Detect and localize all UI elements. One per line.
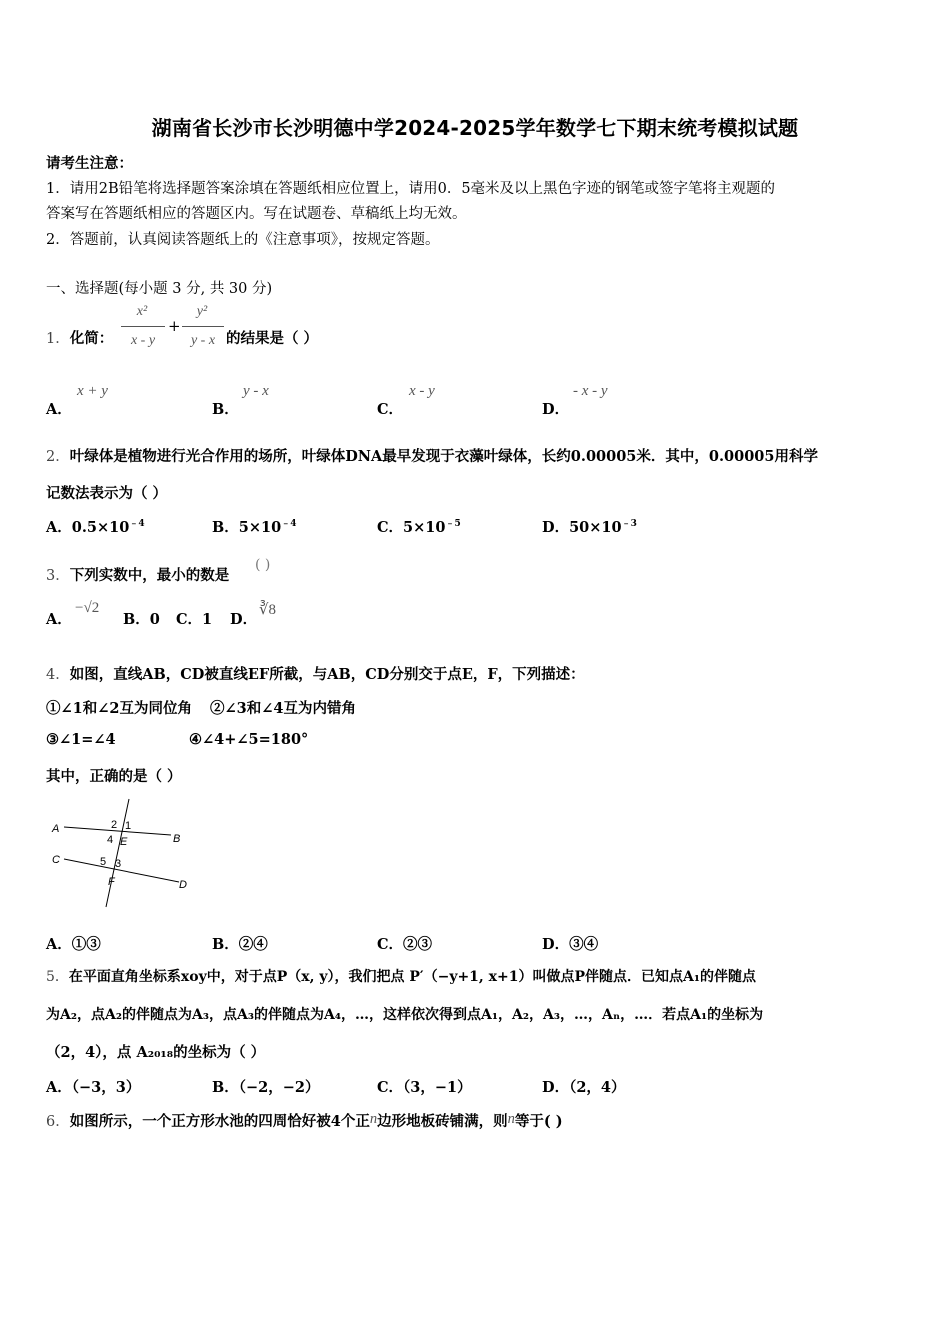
q4-figure: [46, 795, 206, 915]
line-cd: [64, 859, 179, 882]
q4-statement-1: ①∠1和∠2互为同位角: [46, 700, 192, 717]
q1-frac1-denominator: x - y: [130, 333, 156, 348]
q4-statement-4: ④∠4+∠5=180°: [189, 731, 309, 748]
q6-text-b: 边形地板砖铺满，则: [377, 1113, 508, 1130]
q4-option-b[interactable]: B．②④: [212, 936, 268, 953]
section-heading: 一、选择题(每小题 3 分, 共 30 分): [46, 281, 273, 297]
angle-4-label: 4: [107, 834, 114, 846]
q5-stem-line-2: 为A₂，点A₂的伴随点为A₃，点A₃的伴随点为A₄，…，这样依次得到点A₁，A₂，A₃，…，Aₙ，…．若点A₁的坐标为: [46, 1007, 764, 1023]
q1-option-a-label[interactable]: A．: [46, 401, 72, 418]
q6-text-a: 如图所示，一个正方形水池的四周恰好被4个正: [69, 1113, 370, 1130]
point-c-label: C: [52, 854, 60, 866]
notice-line-1b: 答案写在答题纸相应的答题区内。写在试题卷、草稿纸上均无效。: [46, 206, 467, 222]
q6-number: 6．: [46, 1114, 70, 1130]
point-f-label: F: [108, 876, 115, 888]
q1-frac2-bar: [182, 326, 224, 327]
q5-option-b[interactable]: B．（−2，−2）: [212, 1079, 320, 1096]
q1-tail: 的结果是（ ）: [226, 330, 319, 347]
q3-paren: ( ): [255, 557, 271, 573]
q1-frac1-bar: [121, 326, 165, 327]
q6-var-n-1: n: [369, 1111, 378, 1127]
page-title: 湖南省长沙市长沙明德中学2024-2025学年数学七下期末统考模拟试题: [151, 116, 799, 140]
q6-text-c: 等于( ): [514, 1113, 563, 1130]
q1-number: 1．: [46, 331, 70, 347]
q5-number: 5．: [46, 969, 69, 985]
q2-option-d[interactable]: D．$50\times 10^{﹣3}$: [542, 519, 637, 536]
point-e-label: E: [120, 836, 128, 848]
q4-statement-3: ③∠1=∠4: [46, 731, 116, 748]
q1-option-d-label[interactable]: D．: [542, 401, 570, 418]
angle-3-label: 3: [115, 858, 122, 870]
q6-var-n-2: n: [507, 1111, 515, 1127]
q4-option-d[interactable]: D．③④: [542, 936, 599, 953]
q5-text-line-1: 在平面直角坐标系xoy中，对于点P（x, y），我们把点 P′（−y+1, x+1）叫做点P伴随点．已知点A₁的伴随点: [68, 969, 757, 985]
q2-stem-line-2: 记数法表示为（ ）: [46, 485, 168, 502]
angle-1-label: 1: [125, 820, 132, 832]
q5-stem-line-1: [46, 966, 756, 986]
q4-statements-row-1: [46, 697, 356, 718]
q2-option-c[interactable]: C．$5\times 10^{﹣5}$: [377, 519, 461, 536]
q1-option-c-value: x - y: [409, 383, 435, 399]
q4-ask: 其中，正确的是（ ）: [46, 768, 182, 785]
q1-frac1-numerator: x²: [136, 304, 148, 319]
q1-option-a-value: x + y: [77, 383, 108, 399]
q4-statement-2: ②∠3和∠4互为内错角: [209, 700, 356, 717]
line-ef: [106, 799, 132, 907]
q1-option-b-label[interactable]: B．: [212, 401, 239, 418]
q1-stem: [46, 327, 113, 348]
q1-plus: +: [168, 317, 181, 335]
q1-frac2-denominator: y - x: [190, 333, 216, 348]
q1-frac2-numerator: y²: [196, 304, 208, 319]
q3-option-d-label[interactable]: D．: [230, 611, 258, 628]
q5-option-a[interactable]: A．（−3，3）: [46, 1079, 141, 1096]
q3-stem: [46, 564, 229, 585]
q1-option-d-value: - x - y: [573, 383, 608, 399]
notice-line-1a: 1．请用2B铅笔将选择题答案涂填在答题纸相应位置上，请用0．5毫米及以上黑色字迹的钢笔或签字笔将主观题的: [46, 181, 776, 197]
q3-option-d-value: ∛8: [259, 602, 277, 618]
point-d-label: D: [179, 879, 187, 891]
q1-option-c-label[interactable]: C．: [377, 401, 404, 418]
point-b-label: B: [173, 833, 181, 845]
q4-option-a[interactable]: A．①③: [46, 936, 101, 953]
q2-stem-line-1: [46, 445, 818, 466]
line-ab: [64, 827, 171, 835]
q1-lead: 化简：: [69, 330, 114, 347]
angle-5-label: 5: [100, 856, 107, 868]
q5-option-d[interactable]: D．（2，4）: [542, 1079, 626, 1096]
q3-text: 下列实数中，最小的数是: [69, 567, 230, 584]
notice-line-2: 2．答题前，认真阅读答题纸上的《注意事项》，按规定答题。: [46, 232, 440, 248]
q2-option-a[interactable]: A．$0.5\times 10^{﹣4}$: [46, 519, 145, 536]
q2-text-line-1: 叶绿体是植物进行光合作用的场所，叶绿体DNA最早发现于衣藻叶绿体，长约0.00005米．其中，0.00005用科学: [69, 448, 818, 465]
q4-number: 4．: [46, 667, 70, 683]
angle-2-label: 2: [111, 819, 118, 831]
q4-option-c[interactable]: C．②③: [377, 936, 433, 953]
q3-option-c[interactable]: C．1: [176, 611, 213, 628]
q3-option-b[interactable]: B．0: [123, 611, 160, 628]
q3-option-a-label[interactable]: A．: [46, 611, 72, 628]
q2-number: 2．: [46, 449, 70, 465]
q4-text: 如图，直线AB，CD被直线EF所截，与AB，CD分别交于点E，F，下列描述：: [69, 666, 585, 683]
q3-option-a-value: −√2: [75, 600, 100, 616]
q5-option-c[interactable]: C．（3，−1）: [377, 1079, 472, 1096]
point-a-label: A: [52, 823, 60, 835]
q3-number: 3．: [46, 568, 70, 584]
q6-stem: [46, 1110, 563, 1131]
q2-option-b[interactable]: B．$5\times 10^{﹣4}$: [212, 519, 297, 536]
q5-stem-line-3: （2，4），点 A₂₀₁₈的坐标为（ ）: [46, 1044, 266, 1061]
notice-heading: 请考生注意：: [46, 155, 133, 172]
q1-option-b-value: y - x: [243, 383, 269, 399]
q4-stem: [46, 663, 585, 684]
